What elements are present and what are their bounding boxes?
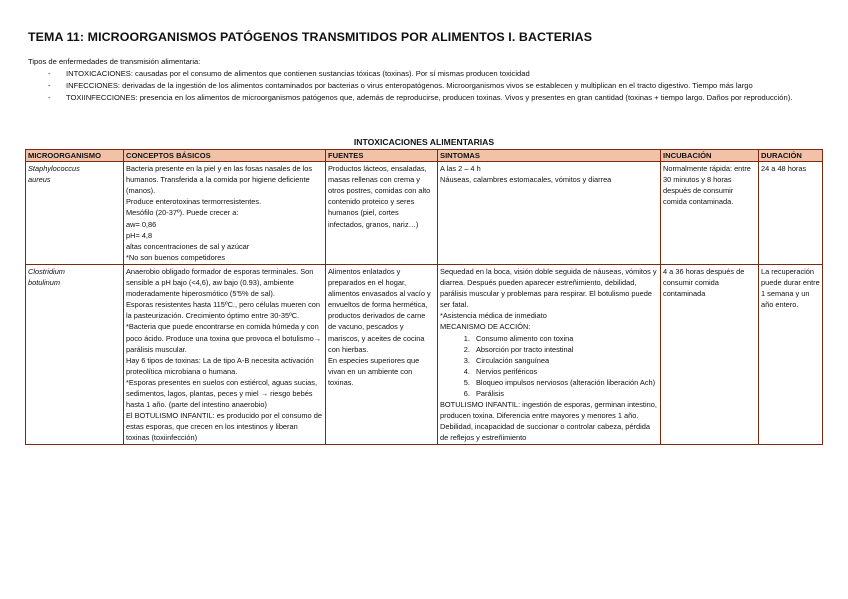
- table-row: [26, 162, 823, 265]
- concept-line: *No son buenos competidores: [126, 252, 226, 262]
- header-fuentes: FUENTES: [326, 150, 438, 162]
- page-title: TEMA 11: MICROORGANISMOS PATÓGENOS TRANSMITIDOS POR ALIMENTOS I. BACTERIAS: [28, 30, 593, 44]
- cell-duracion: La recuperación puede durar entre 1 semana y un año entero.: [759, 264, 823, 445]
- header-incubacion: INCUBACIÓN: [661, 150, 759, 162]
- header-conceptos: CONCEPTOS BÁSICOS: [124, 150, 326, 162]
- source-line: Alimentos enlatados y preparados en el hogar, alimentos envasados al vacío y envueltos de forma hermética, productos derivados de carne de vacuno, pescados y mariscos, y aceites de cocina con hierbas.: [328, 266, 431, 354]
- cell-organism: [26, 162, 124, 265]
- organism-species: aureus: [28, 175, 51, 185]
- concept-line: Produce enterotoxinas termorresistentes.: [126, 197, 262, 207]
- concept-line: Mesófilo (20-37º). Puede crecer a:: [126, 208, 239, 218]
- mechanism-heading: MECANISMO DE ACCIÓN:: [440, 322, 531, 332]
- mechanism-step: 1. Consumo alimento con toxina: [472, 333, 658, 344]
- symptom-line: Náuseas, calambres estomacales, vómitos y diarrea: [440, 175, 612, 185]
- cell-incubacion: 4 a 36 horas después de consumir comida contaminada: [661, 264, 759, 445]
- cell-fuentes: [326, 264, 438, 445]
- concept-line: Anaerobio obligado formador de esporas terminales. Son sensible a pH bajo (<4,6), aw bajo (0.93), ambiente moderadamente hiperosmótico (5'5% de sal).: [126, 266, 314, 299]
- cell-sintomas: [438, 162, 661, 265]
- cell-conceptos: [124, 264, 326, 445]
- table-row: [26, 264, 823, 445]
- source-line: En especies superiores que vivan en un ambiente con toxinas.: [328, 355, 420, 387]
- organism-genus: Staphylococcus: [28, 164, 80, 174]
- intro-item-toxiinfecciones: - TOXIINFECCIONES: presencia en los alimentos de microorganismos patógenos que, además de reproducirse, producen toxinas. Vivos y presentes en gran cantidad (toxinas + tiempo largo. Daños por reproducción).: [66, 92, 828, 104]
- mechanism-step: 3. Circulación sanguínea: [472, 355, 658, 366]
- mechanism-step: 2. Absorción por tracto intestinal: [472, 344, 658, 355]
- intro-item-infecciones: - INFECCIONES: derivadas de la ingestión de los alimentos contaminados por bacterias o virus enteropatógenos. Microorganismos vivos se establecen y multiplican en el tracto digestivo. Tiempo más largo: [66, 80, 828, 92]
- concept-line: El BOTULISMO INFANTIL: es producido por el consumo de estas esporas, que crecen en los intestinos y liberan toxinas (toxiinfección): [126, 411, 322, 443]
- table-title: INTOXICACIONES ALIMENTARIAS: [353, 137, 495, 147]
- symptom-line: A las 2 – 4 h: [440, 164, 481, 174]
- intro-heading: Tipos de enfermedades de transmisión alimentaria:: [28, 57, 201, 66]
- concept-line: Hay 6 tipos de toxinas: La de tipo A-B necesita activación proteolítica microbiana o humana.: [126, 355, 314, 376]
- intro-item-intoxicaciones: - INTOXICACIONES: causadas por el consumo de alimentos que contienen sustancias tóxicas (toxinas). Por sí mismas producen toxicidad: [66, 68, 828, 80]
- symptom-paragraph: BOTULISMO INFANTIL: ingestión de esporas, germinan intestino, producen toxina. Diferencia entre mayores y menores 1 año.: [440, 400, 657, 421]
- header-microorganismo: MICROORGANISMO: [26, 150, 124, 162]
- header-duracion: DURACIÓN: [759, 150, 823, 162]
- intoxicaciones-table: [25, 149, 823, 445]
- concept-line: pH= 4,8: [126, 230, 153, 240]
- symptom-paragraph: *Asistencia médica de inmediato: [440, 311, 547, 321]
- symptom-paragraph: Debilidad, incapacidad de succionar o controlar cabeza, pérdida de reflejos y estreñimiento: [440, 422, 650, 443]
- cell-conceptos: [124, 162, 326, 265]
- cell-duracion: 24 a 48 horas: [759, 162, 823, 265]
- table-header-row: [26, 150, 823, 162]
- concept-line: aw= 0,86: [126, 219, 157, 229]
- organism-species: botulinum: [28, 278, 61, 288]
- symptom-paragraph: Sequedad en la boca, visión doble seguida de náuseas, vómitos y diarrea. Después pueden aparecer estreñimiento, debilidad, parálisis muscular y problemas para respirar. El botulismo puede ser fatal.: [440, 266, 657, 310]
- cell-sintomas: [438, 264, 661, 445]
- concept-line: *Bacteria que puede encontrarse en comida húmeda y con poco ácido. Produce una toxina que provoca el botulismo→ parálisis muscular.: [126, 322, 322, 354]
- organism-genus: Clostridium: [28, 266, 65, 276]
- concept-line: *Esporas presentes en suelos con estiércol, aguas sucias, sedimentos, lagos, plantas, peces y miel → riesgo bebés hasta 1 año. (parte del intestino anaerobio): [126, 377, 318, 410]
- intro-list: [28, 68, 828, 104]
- concept-line: Bacteria presente en la piel y en las fosas nasales de los humanos. Transferida a la comida por higiene deficiente (manos).: [126, 164, 313, 196]
- cell-organism: [26, 264, 124, 445]
- mechanism-step: 4. Nervios periféricos: [472, 366, 658, 377]
- concept-line: altas concentraciones de sal y azúcar: [126, 241, 250, 251]
- mechanism-step: 6. Parálisis: [472, 388, 658, 399]
- mechanism-step: 5. Bloqueo impulsos nerviosos (alteración liberación Ach): [472, 377, 658, 388]
- intro-section: [28, 56, 828, 104]
- cell-incubacion: Normalmente rápida: entre 30 minutos y 8 horas después de consumir comida contaminada.: [661, 162, 759, 265]
- mechanism-steps: [440, 333, 658, 400]
- header-sintomas: SINTOMAS: [438, 150, 661, 162]
- concept-line: Esporas resistentes hasta 115ºC., pero células mueren con la pasteurización. Crecimiento óptimo entre 30-35ºC.: [126, 300, 320, 321]
- cell-fuentes: Productos lácteos, ensaladas, masas rellenas con crema y otros postres, comidas con alto contenido proteico y seres humanos (piel, cortes infectados, granos, nariz…): [326, 162, 438, 265]
